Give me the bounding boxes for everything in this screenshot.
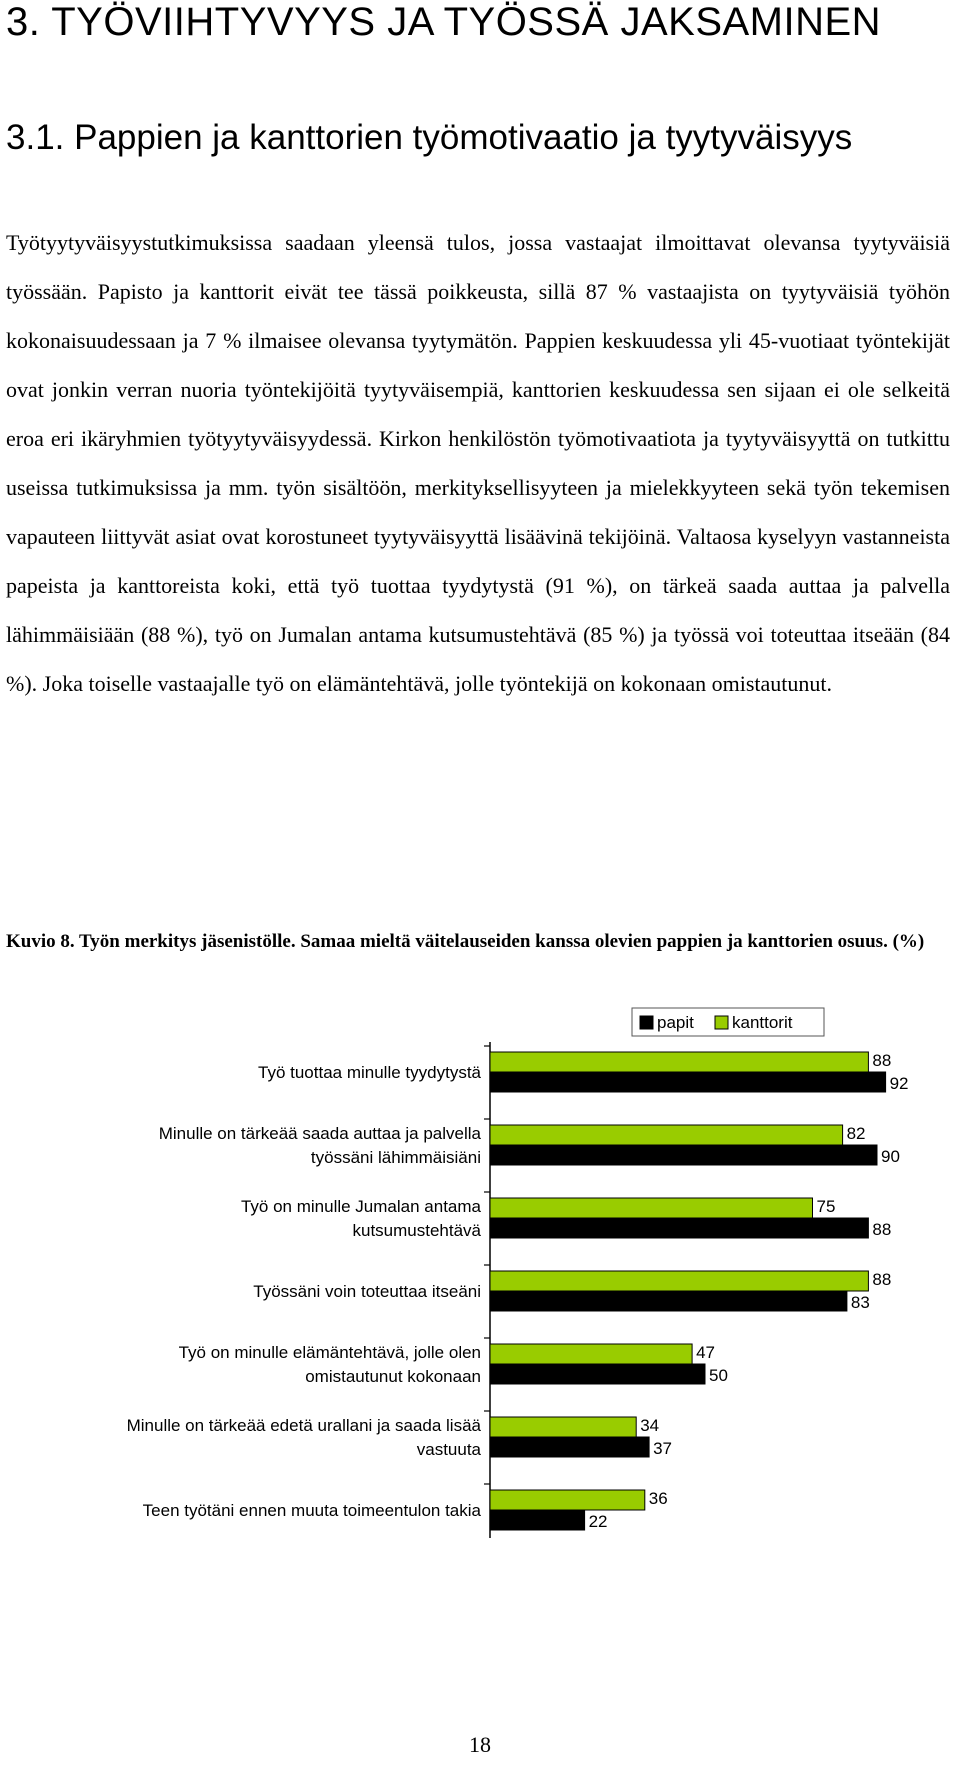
data-label-kanttorit: 47 (696, 1343, 716, 1362)
chapter-heading: 3. TYÖVIIHTYVYYS JA TYÖSSÄ JAKSAMINEN (6, 0, 882, 44)
bar-kanttorit (490, 1417, 636, 1437)
legend-label-kanttorit: kanttorit (732, 1013, 793, 1032)
bar-papit (490, 1291, 847, 1311)
category-label: vastuuta (416, 1440, 481, 1459)
page-number: 18 (469, 1732, 491, 1757)
bar-papit (490, 1072, 886, 1092)
bar-kanttorit (490, 1198, 813, 1218)
category-label: työssäni lähimmäisiäni (310, 1148, 481, 1167)
legend-swatch-kanttorit (715, 1016, 728, 1029)
category-label: Työ tuottaa minulle tyydytystä (258, 1063, 481, 1082)
data-label-papit: 50 (709, 1366, 728, 1385)
data-label-kanttorit: 88 (872, 1051, 892, 1070)
bar-kanttorit (490, 1490, 645, 1510)
body-paragraph: Työtyytyväisyystutkimuksissa saadaan yleensä tulos, jossa vastaajat ilmoittavat olevansa tyytyväisiä työssään. Papisto ja kanttorit eivät tee tässä poikkeusta, sillä 87 % vastaajista on tyytyväisiä työhön kokonaisuudessaan ja 7 % ilmaisee olevansa tyytymätön. Pappien keskuudessa yli 45-vuotiaat työntekijät ovat jonkin verran nuoria työntekijöitä tyytyväisempiä, kanttorien keskuudessa sen sijaan ei ole selkeitä eroa eri ikäryhmien työtyytyväisyydessä. Kirkon henkilöstön työmotivaatiota ja tyytyväisyyttä on tutkittu useissa tutkimuksissa ja mm. työn sisältöön, merkityksellisyyteen ja mielekkyyteen sekä työn tekemisen vapauteen liittyvät asiat ovat korostuneet tyytyväisyyttä lisäävinä tekijöinä. Valtaosa kyselyyn vastanneista papeista ja kanttoreista koki, että työ tuottaa tyydytystä (91 %), on tärkeä saada auttaa ja palvella lähimmäisiään (88 %), työ on Jumalan antama kutsumustehtävä (85 %) ja työssä voi toteuttaa itseään (84 %). Joka toiselle vastaajalle työ on elämäntehtävä, jolle työntekijä on kokonaan omistautunut. (6, 230, 950, 696)
data-label-kanttorit: 36 (648, 1489, 668, 1508)
section-heading: 3.1. Pappien ja kanttorien työmotivaatio ja tyytyväisyys (6, 118, 853, 157)
category-label: Työ on minulle Jumalan antama (240, 1197, 481, 1216)
legend-swatch-papit (640, 1016, 653, 1029)
data-label-papit: 37 (653, 1439, 673, 1458)
category-label: Työssäni voin toteuttaa itseäni (253, 1282, 481, 1301)
data-label-kanttorit: 88 (872, 1270, 892, 1289)
data-label-papit: 83 (850, 1293, 870, 1312)
bar-papit (490, 1145, 877, 1165)
bar-kanttorit (490, 1052, 868, 1072)
figure-caption: Kuvio 8. Työn merkitys jäsenistölle. Samaa mieltä väitelauseiden kanssa olevien pappien ja kanttorien osuus. (%) (6, 931, 925, 952)
data-label-kanttorit: 75 (816, 1197, 836, 1216)
bar-papit (490, 1437, 649, 1457)
bar-papit (490, 1510, 585, 1530)
bar-kanttorit (490, 1344, 692, 1364)
bar-papit (490, 1218, 868, 1238)
category-label: Minulle on tärkeää edetä urallani ja saada lisää (126, 1416, 481, 1435)
category-label: Minulle on tärkeää saada auttaa ja palvella (158, 1124, 481, 1143)
category-label: Teen työtäni ennen muuta toimeentulon takia (142, 1501, 481, 1520)
data-label-kanttorit: 34 (640, 1416, 660, 1435)
legend-label-papit: papit (657, 1013, 694, 1032)
category-label: kutsumustehtävä (352, 1221, 481, 1240)
data-label-papit: 22 (588, 1512, 608, 1531)
bar-chart (0, 1000, 960, 1640)
bar-kanttorit (490, 1271, 868, 1291)
bar-papit (490, 1364, 705, 1384)
bar-kanttorit (490, 1125, 843, 1145)
data-label-kanttorit: 82 (846, 1124, 866, 1143)
data-label-papit: 92 (889, 1074, 909, 1093)
data-label-papit: 90 (881, 1147, 900, 1166)
category-label: omistautunut kokonaan (305, 1367, 481, 1386)
data-label-papit: 88 (872, 1220, 892, 1239)
category-label: Työ on minulle elämäntehtävä, jolle olen (178, 1343, 481, 1362)
